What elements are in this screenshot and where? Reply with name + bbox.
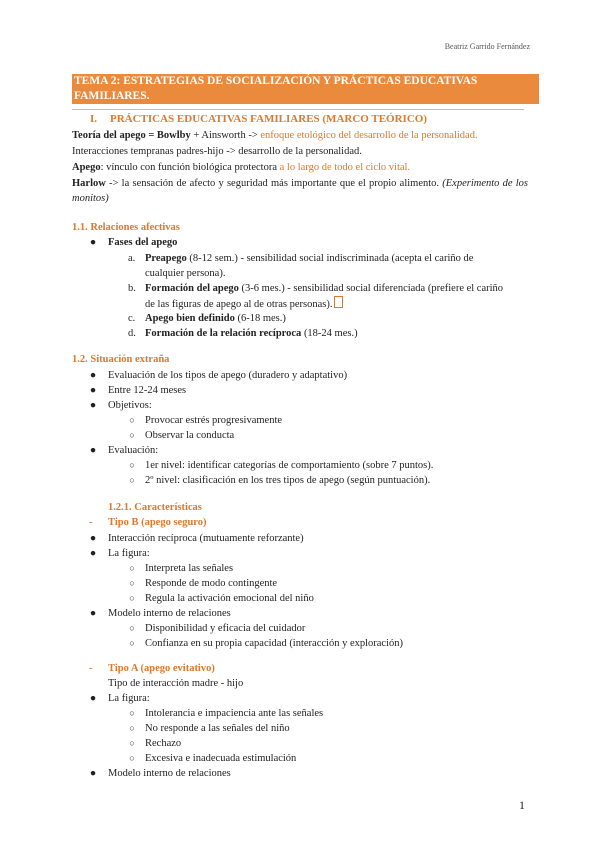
list-item: Observar la conducta <box>145 430 235 441</box>
list-item: Interacción recíproca (mutuamente reforzante) <box>108 533 304 544</box>
bullet-icon: ● <box>89 768 97 779</box>
list-item: Provocar estrés progresivamente <box>145 415 283 426</box>
circle-bullet-icon: ○ <box>129 593 135 603</box>
list-item: Disponibilidad y eficacia del cuidador <box>145 623 306 634</box>
dash-marker: - <box>89 517 93 528</box>
letter-a: a. <box>128 253 136 264</box>
list-item: La figura: <box>108 548 150 559</box>
bullet-icon: ● <box>89 385 97 396</box>
circle-bullet-icon: ○ <box>129 738 135 748</box>
list-item: Intolerancia e impaciencia ante las señales <box>145 708 324 719</box>
bullet-icon: ● <box>89 370 97 381</box>
list-item: Objetivos: <box>108 400 152 411</box>
list-item: 2º nivel: clasificación en los tres tipos de apego (según puntuación). <box>145 475 431 486</box>
circle-bullet-icon: ○ <box>129 430 135 440</box>
paragraph-apego-def: Apego: vínculo con función biológica protectora a lo largo de todo el ciclo vital. <box>72 162 411 173</box>
circle-bullet-icon: ○ <box>129 475 135 485</box>
bullet-icon: ● <box>89 400 97 411</box>
list-item: Rechazo <box>145 738 182 749</box>
circle-bullet-icon: ○ <box>129 578 135 588</box>
circle-bullet-icon: ○ <box>129 415 135 425</box>
title-rule <box>72 109 524 110</box>
section-number: I. <box>90 113 98 125</box>
subsection-heading-1-2: 1.2. Situación extraña <box>72 354 170 365</box>
list-item: Interpreta las señales <box>145 563 234 574</box>
bullet-icon: ● <box>89 237 97 248</box>
header-author: Beatriz Garrido Fernández <box>444 42 530 51</box>
paragraph-apego-theory: Teoría del apego = Bowlby + Ainsworth -> enfoque etológico del desarrollo de la personalidad. <box>72 130 478 141</box>
type-b-heading: Tipo B (apego seguro) <box>108 517 207 528</box>
bullet-icon: ● <box>89 533 97 544</box>
list-item-cont: de las figuras de apego al de otras personas). <box>145 296 343 312</box>
type-a-line: Tipo de interacción madre - hijo <box>108 678 244 689</box>
list-item: Apego bien definido (6-18 mes.) <box>145 313 286 324</box>
page-title: TEMA 2: ESTRATEGIAS DE SOCIALIZACIÓN Y PRÁCTICAS EDUCATIVAS FAMILIARES. <box>72 74 539 104</box>
list-item: Modelo interno de relaciones <box>108 608 231 619</box>
section-heading: PRÁCTICAS EDUCATIVAS FAMILIARES (MARCO TEÓRICO) <box>110 113 427 125</box>
type-a-heading: Tipo A (apego evitativo) <box>108 663 215 674</box>
letter-c: c. <box>128 313 136 324</box>
circle-bullet-icon: ○ <box>129 708 135 718</box>
list-item: Evaluación: <box>108 445 159 456</box>
list-item: Fases del apego <box>108 237 178 248</box>
paragraph-interactions: Interacciones tempranas padres-hijo -> desarrollo de la personalidad. <box>72 146 362 157</box>
list-item: 1er nivel: identificar categorías de comportamiento (sobre 7 puntos). <box>145 460 434 471</box>
circle-bullet-icon: ○ <box>129 723 135 733</box>
letter-d: d. <box>128 328 136 339</box>
circle-bullet-icon: ○ <box>129 460 135 470</box>
list-item: Preapego (8-12 sem.) - sensibilidad social indiscriminada (acepta el cariño de <box>145 253 474 264</box>
subsection-heading-1-2-1: 1.2.1. Características <box>108 502 202 513</box>
list-item: No responde a las señales del niño <box>145 723 290 734</box>
circle-bullet-icon: ○ <box>129 753 135 763</box>
list-item: Entre 12-24 meses <box>108 385 187 396</box>
list-item: Confianza en su propia capacidad (interacción y exploración) <box>145 638 404 649</box>
dash-marker: - <box>89 663 93 674</box>
list-item: Responde de modo contingente <box>145 578 278 589</box>
list-item: Excesiva e inadecuada estimulación <box>145 753 297 764</box>
bullet-icon: ● <box>89 548 97 559</box>
subsection-heading-1-1: 1.1. Relaciones afectivas <box>72 222 180 233</box>
page-number: 1 <box>519 798 525 812</box>
circle-bullet-icon: ○ <box>129 623 135 633</box>
paragraph-harlow: Harlow -> la sensación de afecto y seguridad más importante que el propio alimento. (Experimento de los monitos) <box>72 178 528 204</box>
list-item: Regula la activación emocional del niño <box>145 593 314 604</box>
list-item: Modelo interno de relaciones <box>108 768 231 779</box>
list-item: Formación del apego (3-6 mes.) - sensibilidad social diferenciada (prefiere el cariño <box>145 283 504 294</box>
list-item: Evaluación de los tipos de apego (duradero y adaptativo) <box>108 370 348 381</box>
bullet-icon: ● <box>89 693 97 704</box>
letter-b: b. <box>128 283 136 294</box>
circle-bullet-icon: ○ <box>129 563 135 573</box>
circle-bullet-icon: ○ <box>129 638 135 648</box>
list-item: La figura: <box>108 693 150 704</box>
bullet-icon: ● <box>89 445 97 456</box>
list-item-cont: cualquier persona). <box>145 268 226 279</box>
list-item: Formación de la relación recíproca (18-24 mes.) <box>145 328 358 339</box>
bullet-icon: ● <box>89 608 97 619</box>
comment-marker-icon <box>334 296 343 308</box>
